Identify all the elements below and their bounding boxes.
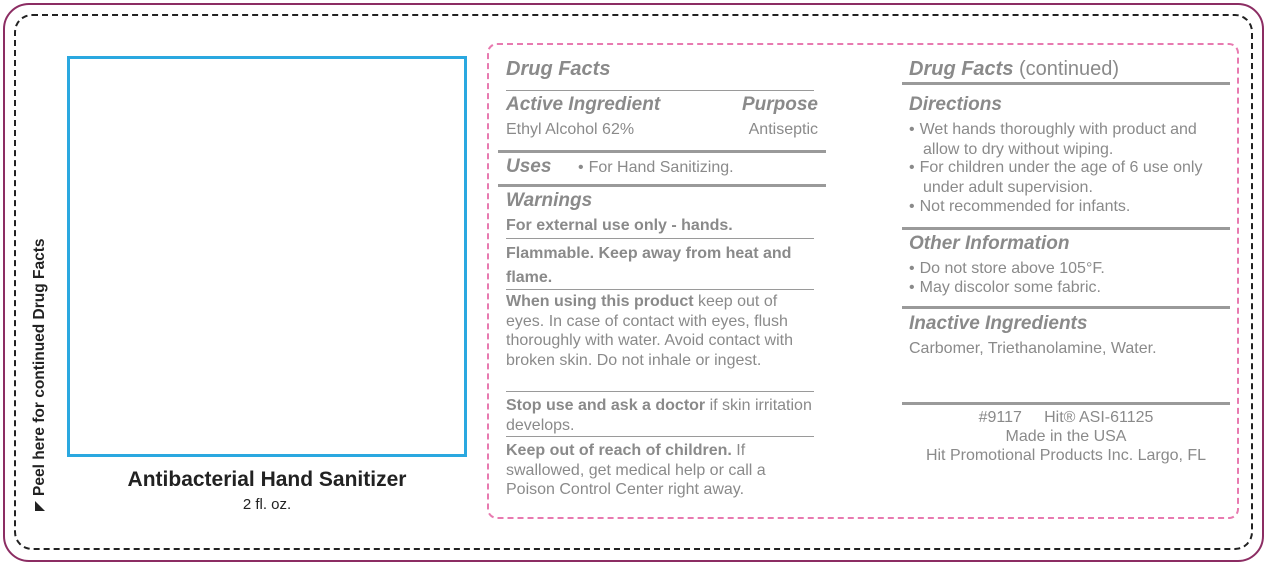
warning-stop-use-bold: Stop use and ask a doctor — [506, 397, 706, 414]
warning-flammable: Flammable. Keep away from heat and flame. — [506, 245, 792, 286]
warning-external-use: For external use only - hands. — [506, 217, 733, 234]
blank-artwork-area — [67, 56, 467, 457]
peel-text: Peel here for continued Drug Facts — [31, 238, 48, 496]
divider — [506, 436, 814, 437]
warning-when-using-bold: When using this product — [506, 293, 694, 310]
warning-when-using-text: keep out of eyes. In case of contact with eyes, flush thoroughly with water. Avoid contact with broken skin. Do not inhale or ingest. — [506, 293, 793, 369]
inactive-ingredients-header: Inactive Ingredients — [909, 313, 1088, 334]
direction-item-1: • Wet hands thoroughly with product and allow to dry without wiping. — [909, 120, 1219, 159]
divider — [506, 391, 814, 392]
peel-instruction[interactable] — [31, 238, 49, 511]
uses-text: • For Hand Sanitizing. — [578, 158, 734, 178]
drug-facts-title: Drug Facts — [506, 58, 611, 80]
other-information-header: Other Information — [909, 233, 1070, 254]
warning-when-using — [506, 292, 814, 370]
made-in-usa: Made in the USA — [1005, 428, 1127, 445]
peel-arrow-icon — [35, 501, 45, 511]
uses-header: Uses — [506, 156, 552, 177]
active-ingredient-header: Active Ingredient — [506, 94, 661, 115]
section-divider — [902, 82, 1230, 85]
drug-facts-title-2: Drug Facts — [909, 58, 1014, 80]
other-info-item-1: • Do not store above 105°F. — [909, 259, 1219, 279]
direction-item-3: • Not recommended for infants. — [909, 197, 1219, 217]
drug-facts-continued-title — [909, 58, 1119, 81]
direction-item-2: • For children under the age of 6 use only under adult supervision. — [909, 158, 1219, 197]
product-size: 2 fl. oz. — [242, 496, 292, 513]
active-ingredient-value: Ethyl Alcohol 62% — [506, 121, 635, 138]
other-info-item-2: • May discolor some fabric. — [909, 278, 1219, 298]
purpose-header: Purpose — [741, 94, 818, 115]
warning-keep-out — [506, 441, 814, 500]
divider — [506, 289, 814, 290]
warning-stop-use — [506, 396, 814, 435]
warning-keep-out-text: If swallowed, get medical help or call a Poison Control Center right away. — [506, 442, 766, 498]
section-divider — [498, 184, 826, 187]
continued-suffix: (continued) — [1013, 58, 1120, 80]
section-divider — [498, 150, 826, 153]
warning-keep-out-bold: Keep out of reach of children. — [506, 442, 732, 459]
item-number-line: #9117 Hit® ASI-61125 — [978, 409, 1154, 426]
product-name: Antibacterial Hand Sanitizer — [127, 468, 407, 491]
manufacturer: Hit Promotional Products Inc. Largo, FL — [925, 447, 1207, 464]
divider — [506, 238, 814, 239]
warnings-header: Warnings — [506, 190, 593, 211]
section-divider — [902, 402, 1230, 405]
directions-header: Directions — [909, 94, 1002, 115]
divider — [506, 90, 814, 91]
warning-stop-use-text: if skin irritation develops. — [506, 397, 812, 434]
section-divider — [902, 227, 1230, 230]
purpose-value: Antiseptic — [748, 121, 818, 138]
section-divider — [902, 306, 1230, 309]
inactive-ingredients-text: Carbomer, Triethanolamine, Water. — [909, 340, 1157, 357]
